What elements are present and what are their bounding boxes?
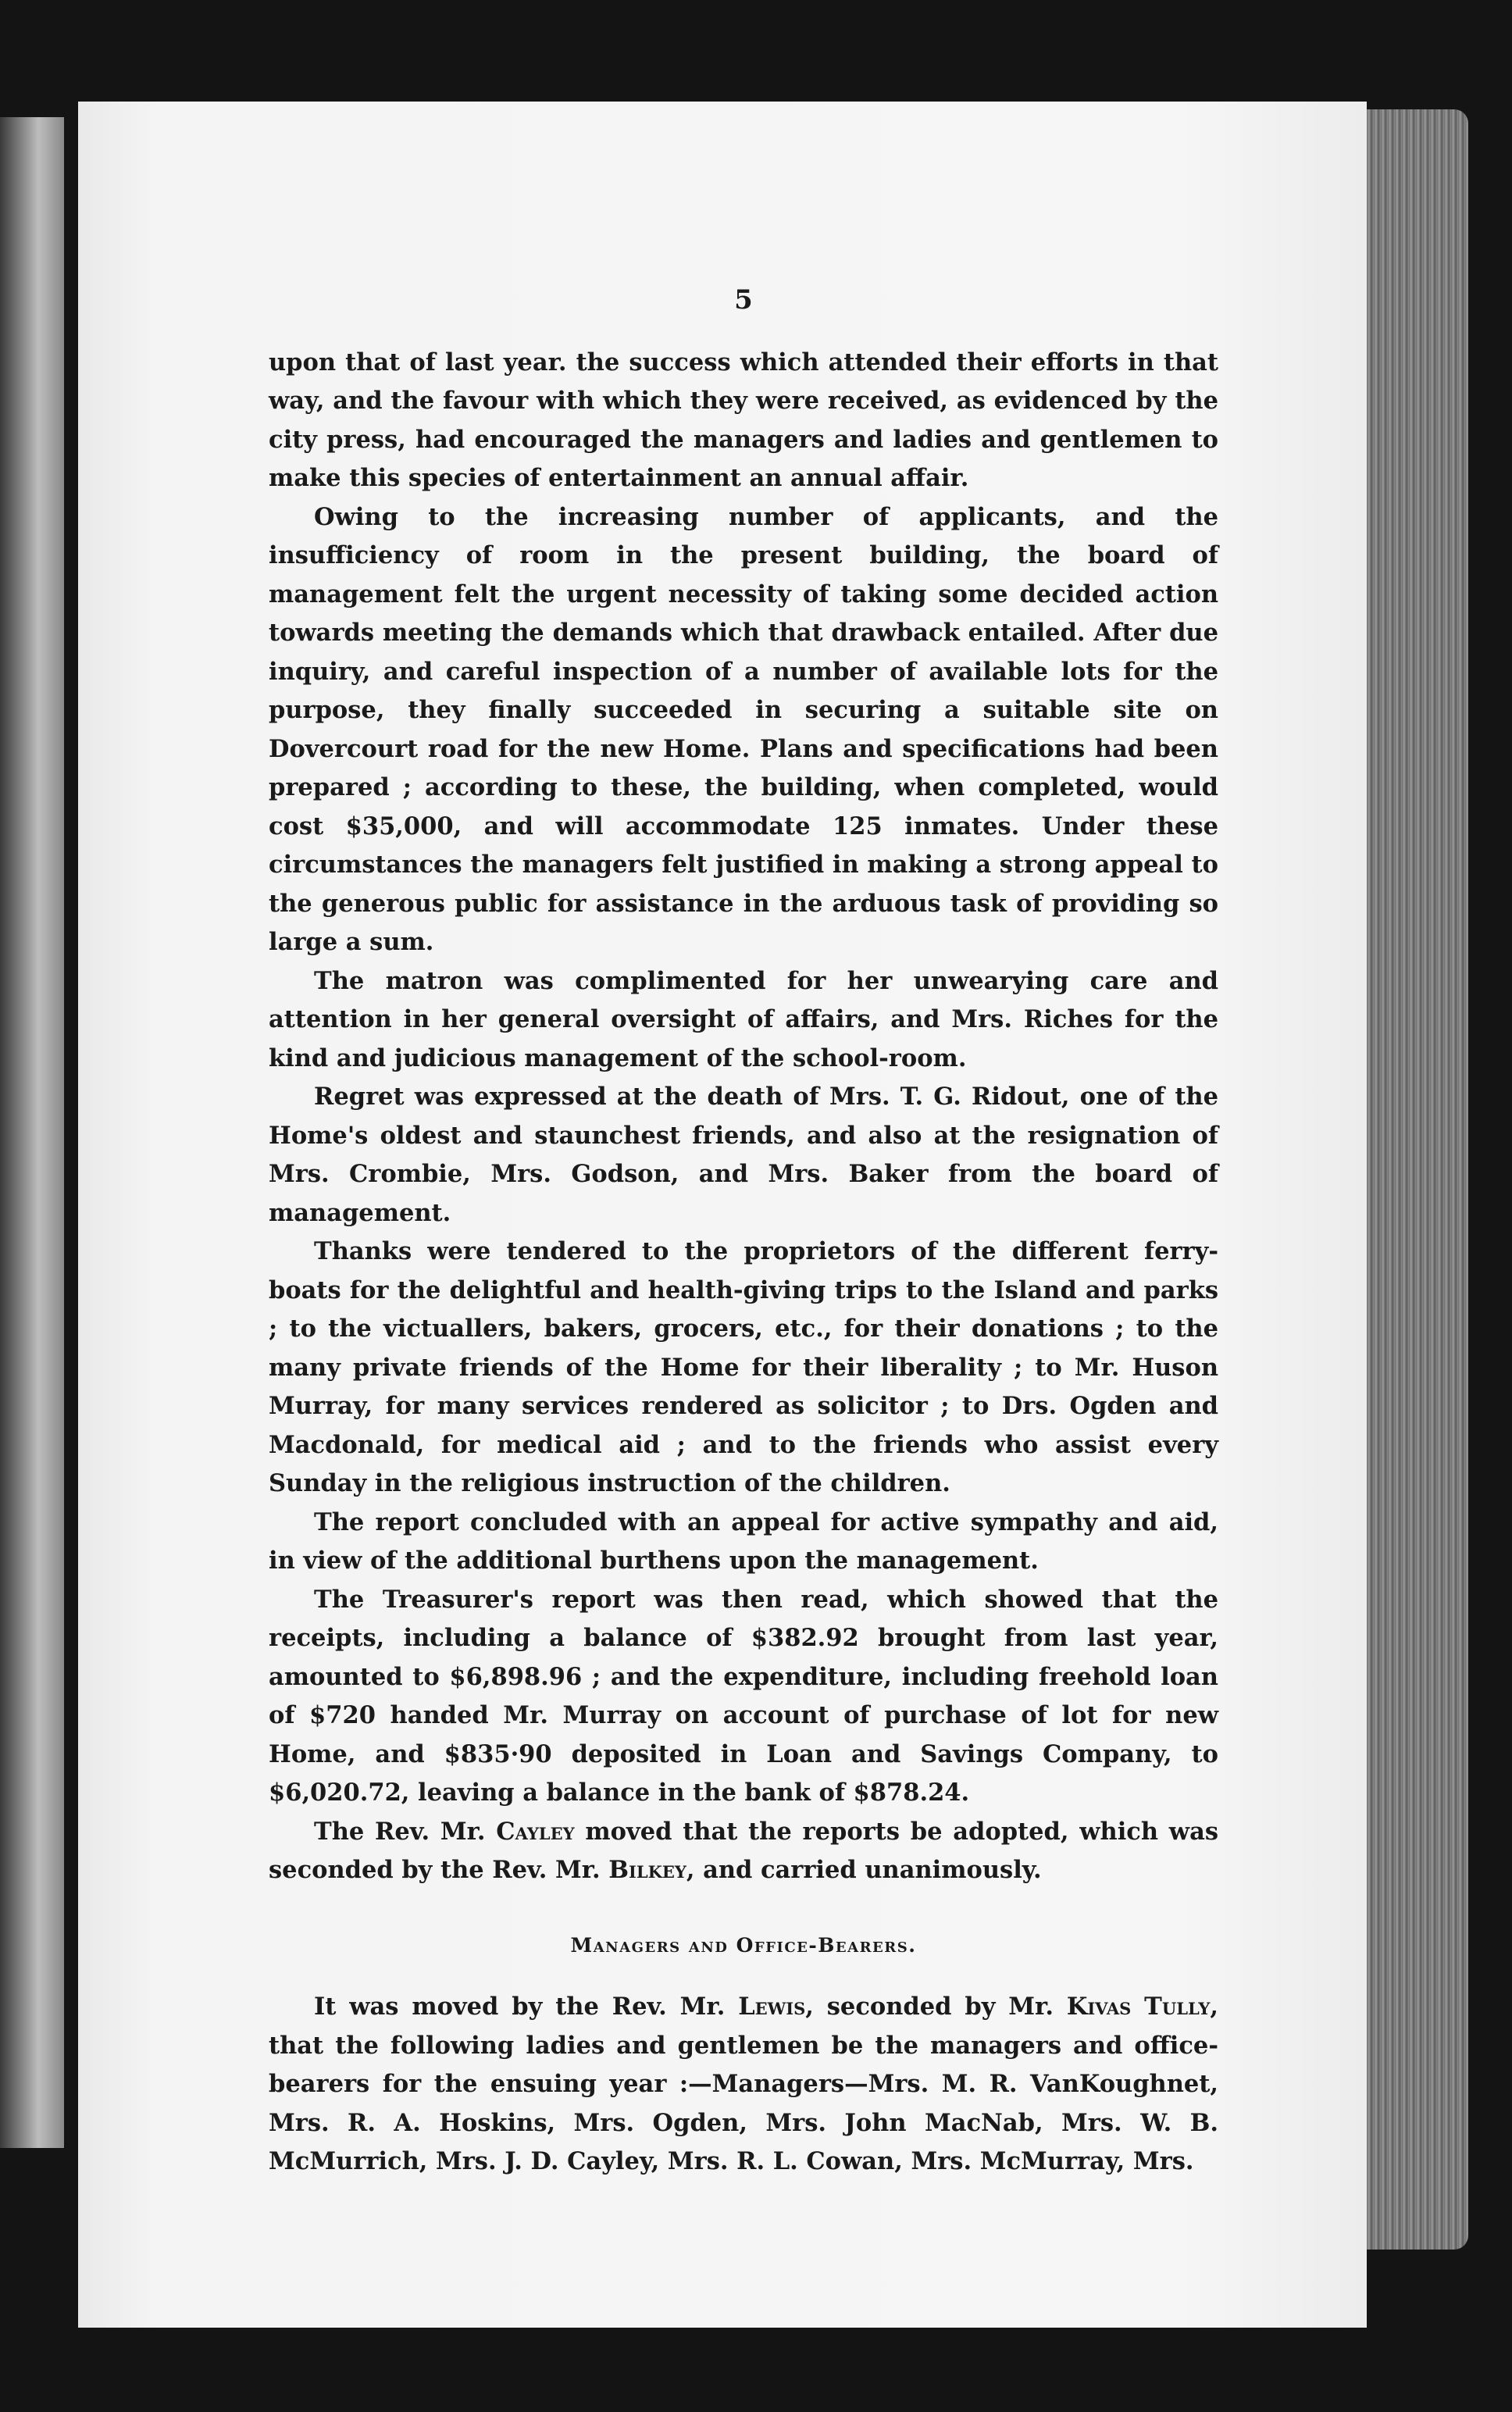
paragraph: Owing to the increasing number of applicants, and the insufficiency of room in the present building, the board of management felt the urgent necessity of taking some decided action towards meeting the demands which that drawback entailed. After due inquiry, and careful inspection of a number of available lots for the purpose, they finally succeeded in securing a suitable site on Dovercourt road for the new Home. Plans and specifications had been prepared ; according to these, the building, when completed, would cost $35,000, and will accommodate 125 inmates. Under these circumstances the managers felt justified in making a strong appeal to the generous public for assistance in the arduous task of providing so large a sum. — [269, 502, 1218, 956]
paragraph: upon that of last year. the success which attended their efforts in that way, and the favour with which they were received, as evidenced by the city press, had encouraged the managers and ladies and gentlemen to make this species of entertainment an annual affair. — [269, 348, 1218, 492]
text-run: , that the following ladies and gentlemen be the managers and office-bearers for the ensuing year :—Managers—Mrs. M. R. VanKoughnet, Mrs. R. A. Hoskins, Mrs. Ogden, Mrs. John MacNab, Mrs. W. B. McMurrich, Mrs. J. D. Cayley, Mrs. R. L. Cowan, Mrs. McMurray, Mrs. — [269, 1993, 1218, 2175]
text-run: moved that the reports be adopted, which was seconded by the Rev. Mr. — [269, 1817, 1219, 1884]
managers-paragraph — [269, 1988, 1218, 2182]
paragraph: Thanks were tendered to the proprietors of the different ferry-boats for the delightful and health-giving trips to the Island and parks ; to the victuallers, bakers, grocers, etc., for their donations ; to the many private friends of the Home for their liberality ; to Mr. Huson Murray, for many services rendered as solicitor ; to Drs. Ogden and Macdonald, for medical aid ; and to the friends who assist every Sunday in the religious instruction of the children. — [269, 1237, 1218, 1497]
text-run: , and carried unanimously. — [686, 1856, 1042, 1884]
left-page-edge — [0, 117, 64, 2148]
person-name: Cayley — [496, 1817, 575, 1846]
person-name: Bilkey — [608, 1856, 686, 1884]
adoption-paragraph — [269, 1813, 1218, 1890]
page-text — [269, 281, 1218, 2182]
paragraph: The Treasurer's report was then read, which showed that the receipts, including a balance of $382.92 brought from last year, amounted to $6,898.96 ; and the expenditure, including freehold loan of $720 handed Mr. Murray on account of purchase of lot for new Home, and $835·90 deposited in Loan and Savings Company, to $6,020.72, leaving a balance in the bank of $878.24. — [269, 1585, 1218, 1807]
text-run: It was moved by the Rev. Mr. — [314, 1993, 739, 2021]
section-heading: Managers and Office-Bearers. — [570, 1933, 917, 1957]
book-fore-edge — [1367, 109, 1468, 2250]
paragraph: Regret was expressed at the death of Mrs. T. G. Ridout, one of the Home's oldest and staunchest friends, and also at the resignation of Mrs. Crombie, Mrs. Godson, and Mrs. Baker from the board of management. — [269, 1083, 1218, 1227]
page-number: 5 — [734, 284, 753, 316]
paragraph: The report concluded with an appeal for active sympathy and aid, in view of the additional burthens upon the management. — [269, 1508, 1218, 1575]
text-run: , seconded by Mr. — [805, 1993, 1067, 2021]
person-name: Lewis — [738, 1993, 806, 2021]
text-run: The Rev. Mr. — [314, 1817, 497, 1846]
person-name: Kivas Tully — [1066, 1993, 1211, 2021]
paragraph: The matron was complimented for her unwearying care and attention in her general oversight of affairs, and Mrs. Riches for the kind and judicious management of the school-room. — [269, 966, 1218, 1072]
